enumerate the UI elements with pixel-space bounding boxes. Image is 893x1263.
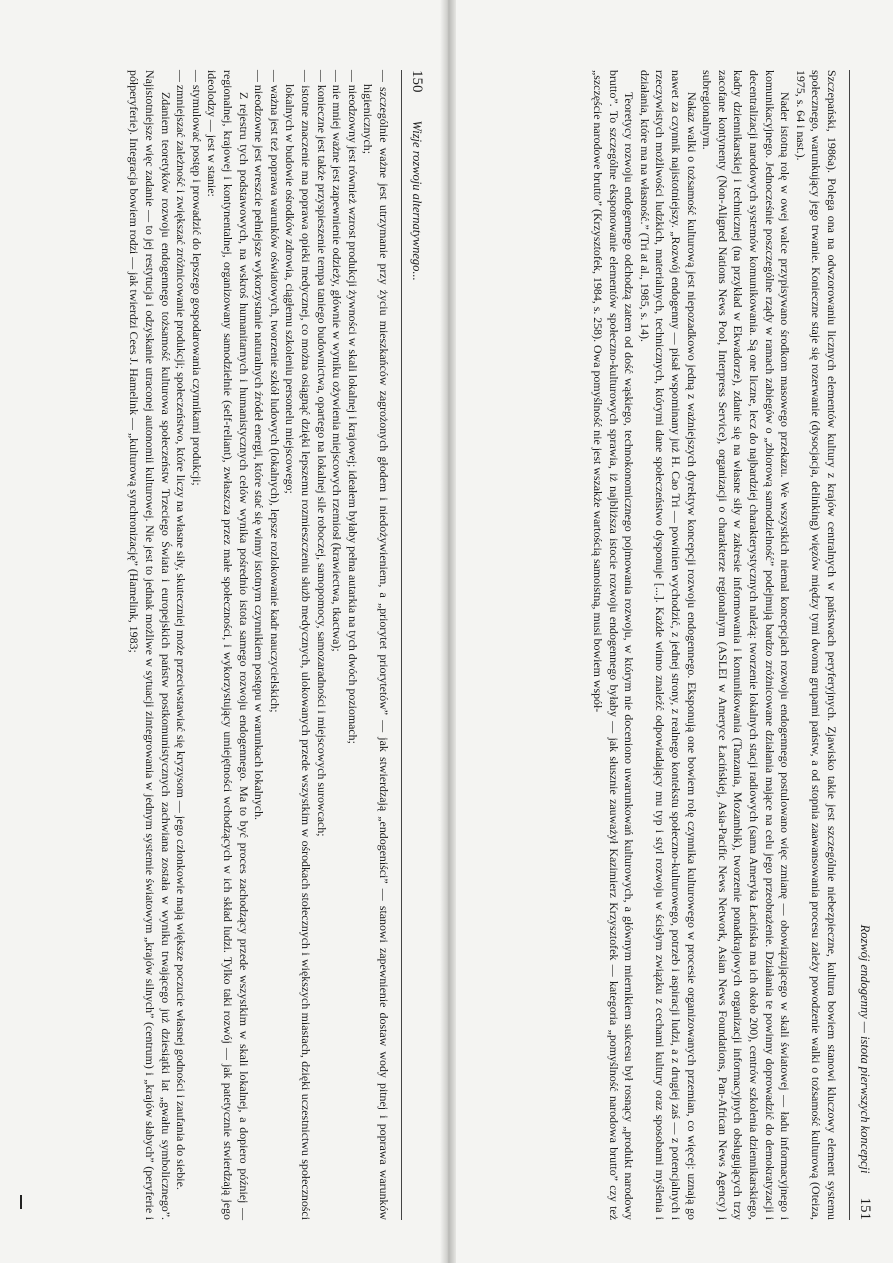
bullet-paragraph: — ważna jest też poprawa warunków oświatowych, tworzenie szkół ludowych (lokalnych), lepsze rozlokowanie kadr nauczycielskich; [267,70,282,713]
page-number-left: 150 [409,70,425,93]
paragraph: Z rejestru tych podstawowych, na wskroś humanitarnych i humanistycznych celów wynika pośrednio istota samego rozwoju endogennego. Ma to być proces zachodzący przede wszystkim w skali lokalnej, a dopiero później — regionalnej, krajowej i kontynentalnej, organizowany samodzielnie (self-reliant), zwłaszcza przez małe społeczności, i wykorzystujący umiejętności wchodzących w ich skład ludzi. Tylko taki rozwój — jak patetycznie stwierdzają jego ideolodzy — jest w stanie: [205,70,251,1220]
bullet-paragraph: — konieczne jest także przyspieszenie tempa taniego budownictwa, opartego na lokalnej sile roboczej, samopomocy, samozaradności i miejscowych surowcach; [314,70,329,837]
bullet-paragraph: — stymulować postęp i prowadzić do lepszego gospodarowania czynnikami produkcji; [189,70,204,486]
right-page-text [590,70,840,1220]
left-page-rotated-frame [0,0,445,1263]
page-number-right: 151 [857,1197,873,1220]
left-page-text [126,70,391,1220]
scan-mark [20,1195,22,1209]
left-running-header [401,70,425,1220]
right-page-content [453,70,873,1220]
left-page [0,0,445,1263]
right-page-rotated-frame [448,0,893,1263]
right-page [448,0,893,1263]
paragraph: Zdaniem teoretyków rozwoju endogennego tożsamość kulturowa społeczeństw Trzeciego Świata i europejskich państw postkomunistycznych zachwiana została w wyniku trwającego już dziesiątki lat „gwałtu symbolicznego”. Najistotniejsze więc zadanie — to jej restytucja i odzyskanie utraconej autonomii kulturowej. Nie jest to jednak możliwe w sytuacji zintegrowania w jednym systemie światowym „krajów silnych” (centrum) i „krajów słabych” (peryferie i półperyferie). Integracja bowiem rodzi — jak twierdzi Cees J. Hamelink — „kulturową synchronizację” (Hamelink, 1983; [127,70,173,1220]
paragraph: Nakaz walki o tożsamość kulturową jest niepozadkowo jedną z ważniejszych dyrektyw koncepcji rozwoju endogennego. Eksponują one bowiem rolę czynnika kulturowego w procesie organizowanych przemian, co więcej: uznają go nawet za czynnik najistotniejszy. „Rozwój endogenny — pisał wspominany już H. Cao Tri — powinien wychodzić, z jednej strony, z realnego kontekstu społeczno-kulturowego, potrzeb i aspiracji ludzi, a z drugiej zaś — z potencjalnych i rzeczywistych możliwości ludzkich, materialnych, technicznych, którymi dane społeczeństwo dysponuje [...]. Każde winno znaleźć odpowiadający mu typ i styl rozwoju w ścisłym związku z cechami kultury oraz sposobami myślenia i działania, które ma na własność.” (Tri at al., 1985, s. 14). [637,70,699,1220]
running-head-left: Wizje rozwoju alternatywnego... [410,120,424,281]
left-page-content [5,70,425,1220]
bullet-paragraph: — nieodzowne jest wreszcie pełniejsze wykorzystanie naturalnych źródeł energii, które stać się winny istotnym czynnikiem postępu w warunkach lokalnych. [252,70,267,820]
bullet-paragraph: — szczególnie ważne jest utrzymanie przy życiu mieszkańców zagrożonych głodem i niedożywieniem, a „priorytet priorytetów” — jak stwierdzają „endogeniści” — stanowi zapewnienie dostaw wody pitnej i poprawa warunków higienicznych; [361,70,391,1220]
paragraph: Szczepański, 1986a). Polega ona na odwzorowaniu licznych elementów kultury z krajów centralnych w państwach peryferyjnych. Zjawisko takie jest szczególnie niebezpieczne, kultura bowiem stanowi kluczowy element systemu społecznego, warunkujący jego trwanie. Konieczne staje się rozerwanie (dysocjacja, delinking) więzów między tymi dwoma grupami państw, a od stopnia zaawansowania procesu zależy powodzenie walki o tożsamość kulturową (Oteiza, 1975, s. 64 i nast.). [793,70,839,1220]
paragraph: Teoretycy rozwoju endogennego odchodzą zatem od dość wąskiego, technokonomicznego pojmowania rozwoju, w którym nie doceniono uwarunkowań kulturowych, a głównym miernikiem sukcesu był rosnący „produkt narodowy brutto”. To szczególne eksponowanie elementów społeczno-kulturowych sprawia, iż najbliższa istocie rozwoju endogennego byłaby — jak słusznie zauważył Kazimierz Krzysztofek — kategoria „pomyślność narodowa brutto” czy też „szczęście narodowe brutto” (Krzysztofek, 1984, s. 258). Owa pomyślność nie jest wszakże wartością samoistną, musi bowiem współ- [591,70,637,1220]
running-head-right: Rozwój endogenny — istota pierwszych koncepcji [858,924,872,1174]
bullet-paragraph: — nieodzowny jest również wzrost produkcji żywności w skali lokalnej i krajowej; ideałem byłaby pełna autarkia na tych dwóch poziomach; [345,70,360,744]
bullet-paragraph: — istotne znaczenie ma poprawa opieki medycznej, co można osiągnąć dzięki lepszemu rozmieszczeniu służb medycznych, ulokowanych przede wszystkim w ośrodkach stołecznych i większych miastach, dzięki uczestnictwu społeczności lokalnych w budowie ośrodków zdrowia, ciągłemu szkoleniu personelu miejscowego; [283,70,314,1220]
right-running-header [849,70,873,1220]
bullet-paragraph: — zmniejszać zależność i zwiększać zróżnicowanie produkcji; społeczeństwo, które liczy na własne siły, skuteczniej może przeciwstawiać się kryzysom — jego członkowie mają większe poczucie własnej godności i zaufania do siebie. [174,70,189,1190]
paragraph: Nader istotną rolę w owej walce przypisywano środkom masowego przekazu. We wszystkich niemal koncepcjach rozwoju endogennego postulowano więc zmianę — obowiązującego w skali światowej — ładu informacyjnego i komunikacyjnego. Jednocześnie poszczególne rządy w ramach zabiegów o „zbiorową samodzielność” podejmują bardzo zróżnicowane działania mające na celu jego przeobrażenie. Działania te powinny doprowadzić do demokratyzacji i decentralizacji narodowych systemów komunikowania. Są one liczne, lecz do najbardziej charakterystycznych należą: tworzenie lokalnych stacji radiowych (sama Ameryka Łacińska ma ich około 200), centrów szkolenia dziennikarskiego, kadry dziennikarskiej i technicznej (na przykład w Ekwadorze), zdanie się na własne siły w zakresie informowania i komunikowania (Tanzania, Mozambik), tworzenie ponadkrajowych organizacji informacyjnych obsługujących trzy zacofane kontynenty (Non-Aligned Nations News Pool, Interpress Service), organizacji o charakterze regionalnym (ASLEI w Ameryce Łacińskiej, Asia-Pacific News Network, Asian News Foundations, Pan-African News Agency) i subregionalnym. [700,70,793,1220]
bullet-paragraph: — nie mniej ważne jest zapewnienie odzieży, głównie w wyniku ożywienia miejscowych rzemiosł (krawiectwa, tkactwa); [330,70,345,652]
